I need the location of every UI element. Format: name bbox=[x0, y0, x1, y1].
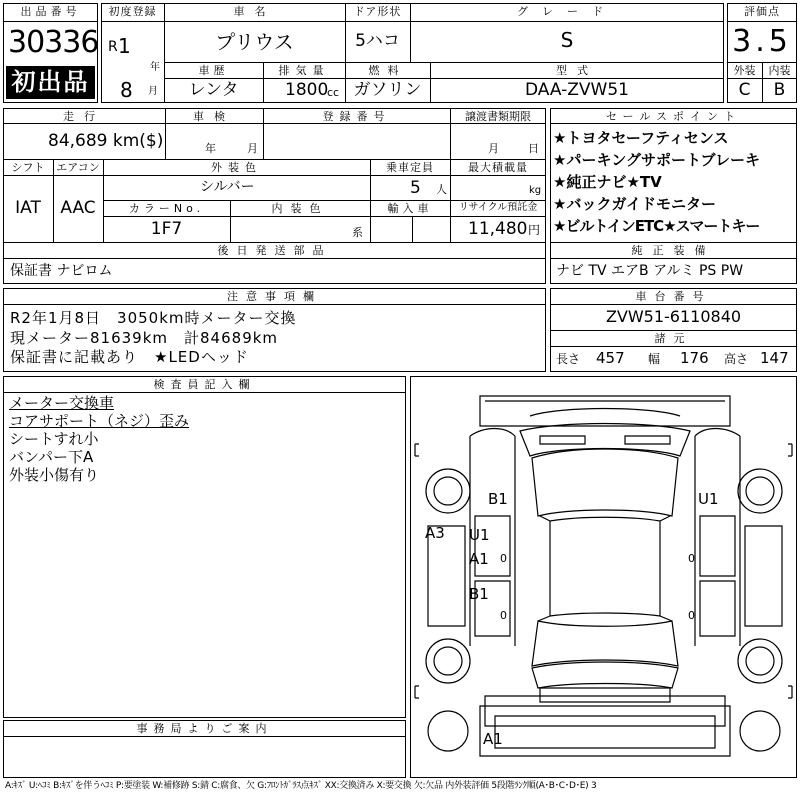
exterior-color-label: 外装色 bbox=[211, 161, 262, 174]
grade-value: S bbox=[560, 28, 574, 52]
damage-mark-a1-door: A1 bbox=[469, 550, 489, 568]
reg-year: 1 bbox=[118, 34, 131, 58]
history-label: 車歴 bbox=[198, 64, 229, 77]
color-no-value: 1F7 bbox=[150, 219, 183, 239]
damage-mark-b1-door: B1 bbox=[469, 585, 489, 603]
displacement-label: 排気量 bbox=[278, 64, 330, 77]
score-value: 3.5 bbox=[732, 24, 792, 59]
grade-label: グレード bbox=[517, 5, 617, 18]
note-line: 保証書に記載あり ★LEDヘッド bbox=[10, 348, 249, 366]
sales-points-label: セールスポイント bbox=[605, 110, 741, 123]
ac-value: AAC bbox=[60, 198, 96, 218]
damage-mark-zero: 0 bbox=[500, 552, 507, 565]
car-diagram bbox=[410, 376, 797, 778]
displacement-unit: cc bbox=[327, 86, 340, 99]
sales-point-item: ★バックガイドモニター bbox=[553, 195, 716, 213]
width-value: 176 bbox=[680, 349, 709, 367]
history-value: レンタ bbox=[188, 80, 239, 100]
inspection-label: 車検 bbox=[193, 110, 235, 123]
inspector-line: 外装小傷有り bbox=[9, 466, 100, 484]
damage-mark-zero: 0 bbox=[688, 552, 695, 565]
recycle-unit: 円 bbox=[528, 223, 541, 237]
lot-number: 30336 bbox=[8, 25, 99, 60]
lot-number-label: 出品番号 bbox=[20, 5, 81, 18]
transfer-label: 譲渡書類期限 bbox=[465, 110, 531, 123]
damage-mark-zero: 0 bbox=[500, 609, 507, 622]
fuel-label: 燃料 bbox=[368, 64, 407, 77]
score-label: 評価点 bbox=[744, 5, 780, 18]
plate-label: 登録番号 bbox=[322, 110, 391, 123]
mileage-value: 84,689 km($) bbox=[48, 131, 164, 151]
payload-unit: kg bbox=[529, 185, 542, 196]
import-label: 輸入車 bbox=[387, 202, 433, 215]
damage-mark-b1-left: B1 bbox=[488, 490, 508, 508]
damage-mark-a3: A3 bbox=[425, 524, 445, 542]
model-value: DAA-ZVW51 bbox=[524, 80, 629, 100]
door-value: 5ハコ bbox=[355, 31, 400, 51]
specs-label: 諸元 bbox=[654, 332, 693, 345]
car-name-label: 車名 bbox=[233, 5, 276, 18]
exterior-value: C bbox=[738, 80, 751, 100]
damage-mark-a1-bumper: A1 bbox=[483, 730, 503, 748]
shift-value: IAT bbox=[15, 198, 41, 218]
length-label: 長さ bbox=[556, 352, 581, 366]
exterior-color-value: シルバー bbox=[200, 179, 255, 195]
transfer-day-unit: 日 bbox=[528, 142, 539, 155]
ac-label: エアコン bbox=[56, 161, 100, 174]
equipment-label: 純正装備 bbox=[631, 244, 716, 257]
shift-label: シフト bbox=[11, 161, 45, 174]
interior-value: B bbox=[773, 80, 786, 100]
inspector-line: メーター交換車 bbox=[9, 394, 115, 412]
transfer-month-unit: 月 bbox=[488, 142, 499, 155]
chassis-label: 車台番号 bbox=[635, 290, 712, 303]
damage-mark-zero: 0 bbox=[688, 609, 695, 622]
sales-point-item: ★パーキングサポートブレーキ bbox=[553, 151, 760, 169]
sales-point-item: ★ビルトインETC★スマートキー bbox=[553, 217, 760, 235]
recycle-label: リサイクル預託金 bbox=[458, 202, 538, 213]
color-no-label: カラーNo. bbox=[128, 202, 205, 215]
inspector-label: 検査員記入欄 bbox=[153, 378, 256, 391]
reg-era: R bbox=[108, 39, 118, 55]
inspector-line: シートすれ小 bbox=[9, 430, 99, 448]
model-label: 型式 bbox=[556, 64, 598, 77]
note-line: R2年1月8日 3050km時メーター交換 bbox=[10, 309, 297, 327]
height-value: 147 bbox=[760, 349, 789, 367]
width-label: 幅 bbox=[648, 352, 661, 366]
recycle-value: 11,480 bbox=[468, 219, 528, 239]
inspection-year-unit: 年 bbox=[205, 142, 216, 155]
payload-label: 最大積載量 bbox=[468, 161, 528, 174]
reg-month-unit: 月 bbox=[148, 86, 158, 97]
sales-point-item: ★トヨタセーフティセンス bbox=[553, 129, 729, 147]
interior-label: 内装 bbox=[768, 64, 791, 77]
exterior-label: 外装 bbox=[733, 64, 756, 77]
chassis-value: ZVW51-6110840 bbox=[605, 307, 742, 326]
note-line: 現メーター81639km 計84689km bbox=[10, 329, 279, 347]
height-label: 高さ bbox=[724, 352, 749, 366]
interior-color-label: 内装色 bbox=[271, 202, 329, 215]
inspection-month-unit: 月 bbox=[247, 142, 258, 155]
capacity-unit: 人 bbox=[436, 183, 447, 196]
reg-month: 8 bbox=[120, 78, 133, 102]
inspector-line: コアサポート（ネジ）歪み bbox=[9, 412, 190, 430]
fuel-value: ガソリン bbox=[353, 80, 422, 100]
capacity-label: 乗車定員 bbox=[386, 161, 434, 174]
first-listing-text: 初出品 bbox=[11, 68, 90, 96]
reg-year-unit: 年 bbox=[150, 62, 160, 73]
length-value: 457 bbox=[596, 349, 625, 367]
office-label: 事務局よりご案内 bbox=[136, 722, 273, 735]
mileage-label: 走行 bbox=[63, 110, 105, 123]
equipment-value: ナビ TV エアB アルミ PS PW bbox=[556, 263, 744, 279]
later-parts-label: 後日発送部品 bbox=[217, 244, 332, 257]
car-name: プリウス bbox=[215, 30, 294, 54]
reg-date-label: 初度登録 bbox=[108, 5, 157, 18]
interior-color-suffix: 系 bbox=[352, 226, 363, 239]
later-parts-value: 保証書 ナビロム bbox=[10, 263, 113, 279]
damage-mark-u1-door: U1 bbox=[469, 526, 490, 544]
capacity-value: 5 bbox=[410, 178, 421, 198]
notes-label: 注意事項欄 bbox=[227, 290, 322, 303]
damage-mark-u1-right: U1 bbox=[698, 490, 719, 508]
inspector-line: バンパー下A bbox=[9, 448, 94, 466]
sales-point-item: ★純正ナビ★TV bbox=[553, 173, 662, 191]
door-label: ドア形状 bbox=[353, 5, 402, 18]
displacement-value: 1800 bbox=[285, 80, 329, 100]
footer-legend: A:ｷｽﾞ U:ﾍｺﾐ B:ｷｽﾞを伴うﾍｺﾐ P:要塗装 W:補修跡 S:錆 C:腐食、欠 G:ﾌﾛﾝﾄｶﾞﾗｽ点ｷｽﾞ XX:交換済み X:要交換 欠:欠品 内外装評価 5段階ﾗﾝｸ順(A･B･C･D･E) 3 bbox=[5, 781, 597, 791]
